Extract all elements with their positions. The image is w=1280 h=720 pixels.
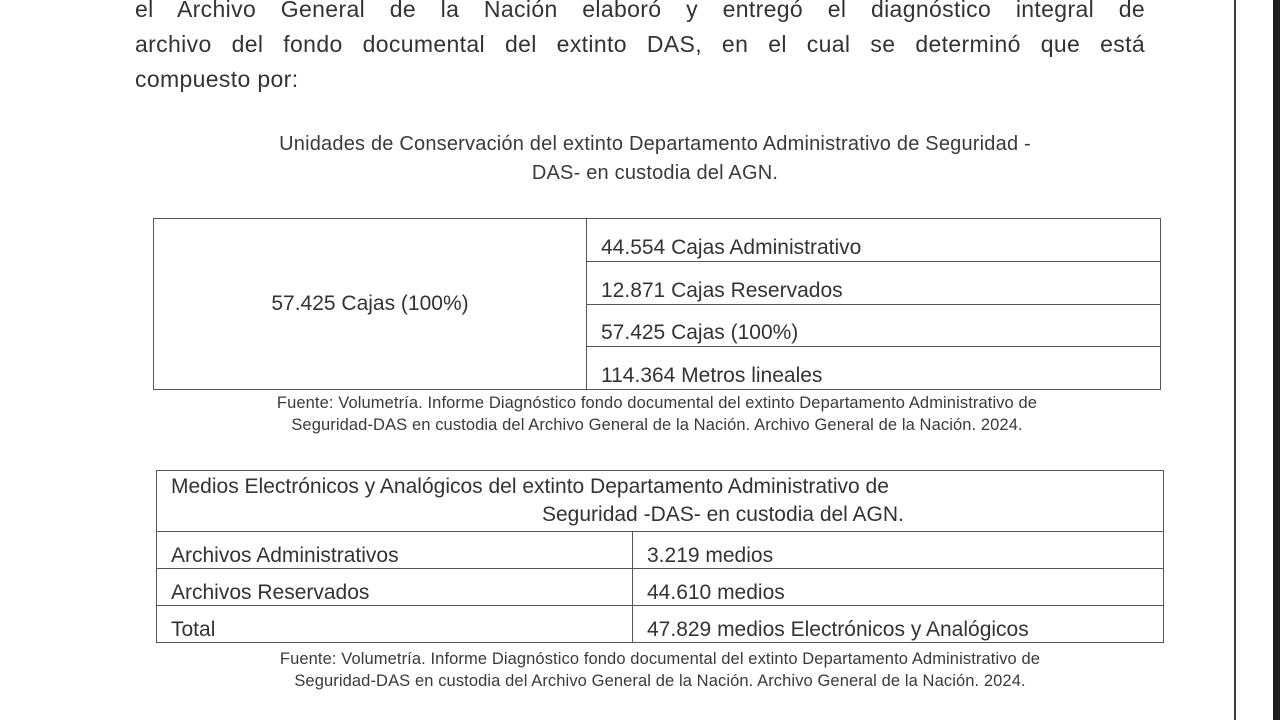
table-cell: 44.554 Cajas Administrativo [587,219,1161,262]
table-header-row [157,471,1164,532]
table-row [157,532,1164,569]
paragraph-line: compuesto por: [135,66,299,92]
row-value: 3.219 medios [633,532,1164,569]
row-label: Total [157,606,633,643]
table2-source-note [155,648,1165,692]
source-line: Fuente: Volumetría. Informe Diagnóstico fondo documental del extinto Departamento Administrativo de [279,650,1041,668]
row-value: 44.610 medios [633,569,1164,606]
row-value: 47.829 medios Electrónicos y Analógicos [633,606,1164,643]
source-line: Seguridad-DAS en custodia del Archivo General de la Nación. Archivo General de la Nación. 2024. [294,672,1026,690]
conservation-units-table [153,218,1161,390]
table-cell: 12.871 Cajas Reservados [587,261,1161,304]
source-line: Fuente: Volumetría. Informe Diagnóstico fondo documental del extinto Departamento Administrativo de [276,394,1038,412]
table-cell: 57.425 Cajas (100%) [587,304,1161,347]
source-line: Seguridad-DAS en custodia del Archivo General de la Nación. Archivo General de la Nación. 2024. [291,416,1023,434]
table1-caption [150,130,1160,188]
caption-line: Unidades de Conservación del extinto Departamento Administrativo de Seguridad - [279,133,1031,155]
table-row [157,569,1164,606]
paragraph-line: el Archivo General de la Nación elaboró y entregó el diagnóstico integral de [135,0,1145,22]
header-line: Medios Electrónicos y Analógicos del extinto Departamento Administrativo de [171,475,889,498]
page-border-line [1234,0,1236,720]
total-boxes-cell: 57.425 Cajas (100%) [154,219,587,390]
table-row [157,606,1164,643]
table-row [154,219,1161,262]
row-label: Archivos Reservados [157,569,633,606]
row-label: Archivos Administrativos [157,532,633,569]
table-header-cell [157,471,1164,532]
media-table [156,470,1164,643]
table1-source-note [152,392,1162,436]
viewer-edge-band [1273,0,1280,720]
caption-line: DAS- en custodia del AGN. [531,162,779,184]
paragraph-line: archivo del fondo documental del extinto DAS, en el cual se determinó que está [135,31,1145,57]
body-paragraph [135,0,1145,97]
table-cell: 114.364 Metros lineales [587,347,1161,390]
header-line: Seguridad -DAS- en custodia del AGN. [542,503,904,526]
